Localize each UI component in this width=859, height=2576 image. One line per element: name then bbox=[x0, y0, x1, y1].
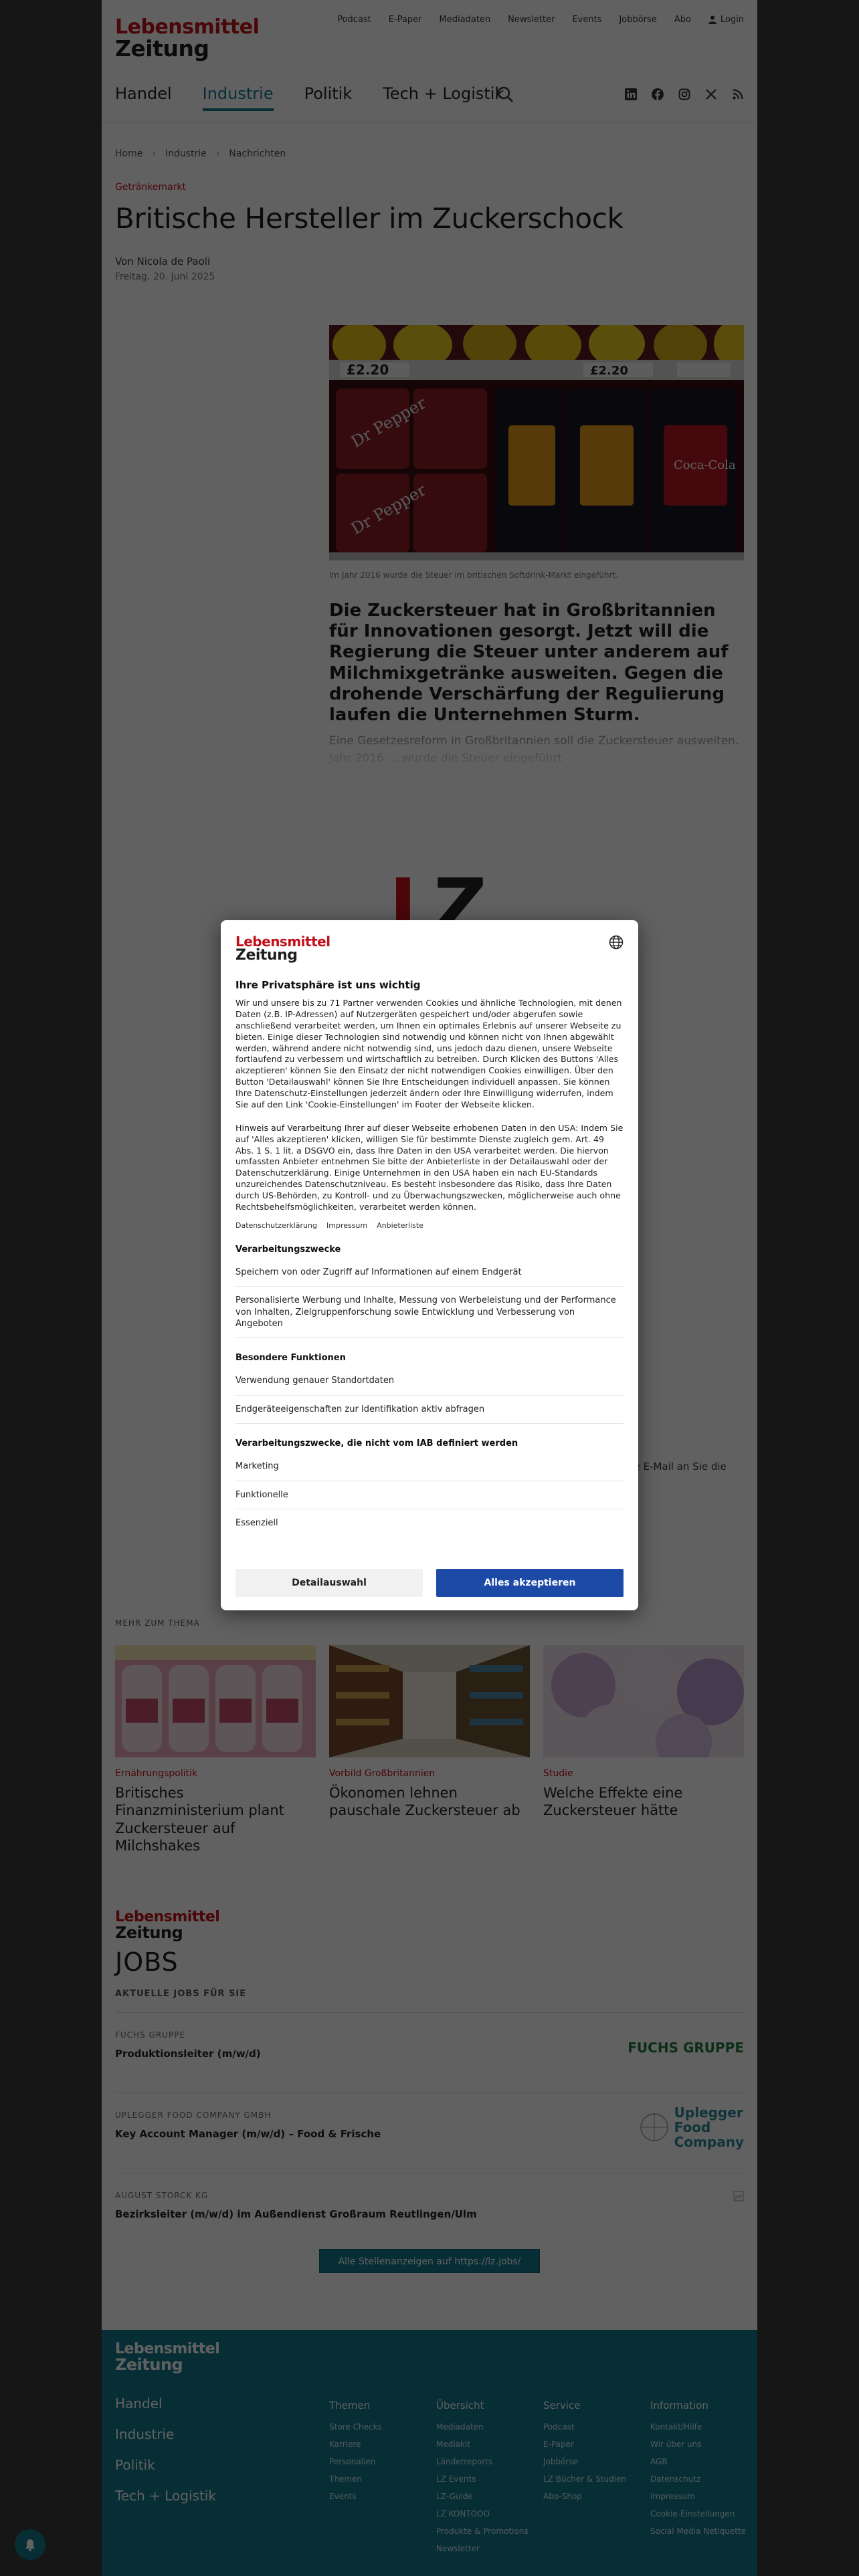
section-heading: Verarbeitungszwecke bbox=[235, 1244, 341, 1255]
consent-custom-purpose-item[interactable]: Essenziell bbox=[235, 1518, 278, 1528]
consent-section bbox=[235, 1353, 624, 1424]
vendor-list-link[interactable]: Anbieterliste bbox=[377, 1220, 423, 1230]
consent-section bbox=[235, 1438, 624, 1537]
logo-line2: Zeitung bbox=[235, 947, 298, 964]
consent-feature-item[interactable]: Verwendung genauer Standortdaten bbox=[235, 1367, 624, 1395]
section-heading: Verarbeitungszwecke, die nicht vom IAB definiert werden bbox=[235, 1438, 518, 1449]
section-heading: Besondere Funktionen bbox=[235, 1353, 346, 1364]
globe-icon[interactable] bbox=[609, 935, 624, 950]
consent-heading: Ihre Privatsphäre ist uns wichtig bbox=[235, 979, 421, 991]
consent-logo bbox=[235, 935, 330, 963]
consent-custom-purpose-item[interactable]: Marketing bbox=[235, 1453, 624, 1481]
consent-custom-purpose-item[interactable]: Funktionelle bbox=[235, 1481, 624, 1509]
privacy-policy-link[interactable]: Datenschutzerklärung bbox=[235, 1220, 317, 1230]
accept-all-button[interactable]: Alles akzeptieren bbox=[436, 1569, 624, 1597]
logo-line1: Lebensmittel bbox=[235, 934, 330, 950]
cookie-consent-dialog bbox=[221, 920, 638, 1610]
details-button[interactable]: Detailauswahl bbox=[235, 1569, 423, 1597]
consent-purpose-item[interactable]: Speichern von oder Zugriff auf Informationen auf einem Endgerät bbox=[235, 1259, 624, 1287]
consent-feature-item[interactable]: Endgeräteeigenschaften zur Identifikation aktiv abfragen bbox=[235, 1396, 624, 1424]
consent-purpose-item[interactable]: Personalisierte Werbung und Inhalte, Messung von Werbeleistung und der Performance von Inhalten, Zielgruppenforschung sowie Entwicklung und Verbesserung von Angeboten bbox=[235, 1287, 624, 1338]
consent-scroll-area[interactable] bbox=[235, 979, 624, 1543]
consent-buttons bbox=[235, 1569, 624, 1597]
consent-links bbox=[235, 1221, 624, 1230]
imprint-link[interactable]: Impressum bbox=[326, 1220, 368, 1230]
consent-us-notice: Hinweis auf Verarbeitung Ihrer auf dieser Webseite erhobenen Daten in den USA: Indem Sie auf 'Alles akzeptieren' klicken, willigen Sie für bestimmte Dienste zugleich gem. Art. 49 Abs. 1 S. 1 lit. a DSGVO ein, dass Ihre Daten in den USA verarbeitet werden. Die hiervon umfassten Anbieter entnehmen Sie bitte der Anbieterliste in der Detailauswahl oder der Datenschutzerklärung. Einige Unternehmen in den USA haben ein nach EU-Standards unzureichendes Datenschutzniveau. Es besteht insbesondere das Risiko, dass Ihre Daten durch US-Behörden, zu Kontroll- und zu Überwachungszwecken, möglicherweise auch ohne Rechtsbehelfsmöglichkeiten, verarbeitet werden können. bbox=[235, 1122, 624, 1212]
consent-paragraph: Wir und unsere bis zu 71 Partner verwenden Cookies und ähnliche Technologien, mit denen Daten (z.B. IP-Adressen) auf Nutzergeräten gespeichert und/oder abgerufen sowie anschließend verarbeitet werden, um Ihnen ein optimales Erlebnis auf unserer Webseite zu bieten. Einige dieser Technologien sind notwendig und können nicht von Ihnen abgewählt werden, während andere nicht notwendig sind, uns jedoch dazu dienen, unsere Webseite fortlaufend zu verbessern und wirtschaftlich zu betreiben. Durch Klicken des Buttons 'Alles akzeptieren' können Sie den Einsatz der nicht notwendigen Cookies einwilligen. Über den Button 'Detailauswahl' können Sie Ihre Entscheidungen individuell anpassen. Sie können Ihre Datenschutz-Einstellungen jederzeit ändern oder Ihre Einwilligung widerrufen, indem Sie auf den Link 'Cookie-Einstellungen' im Footer der Webseite klicken. bbox=[235, 998, 622, 1109]
consent-section bbox=[235, 1245, 624, 1339]
